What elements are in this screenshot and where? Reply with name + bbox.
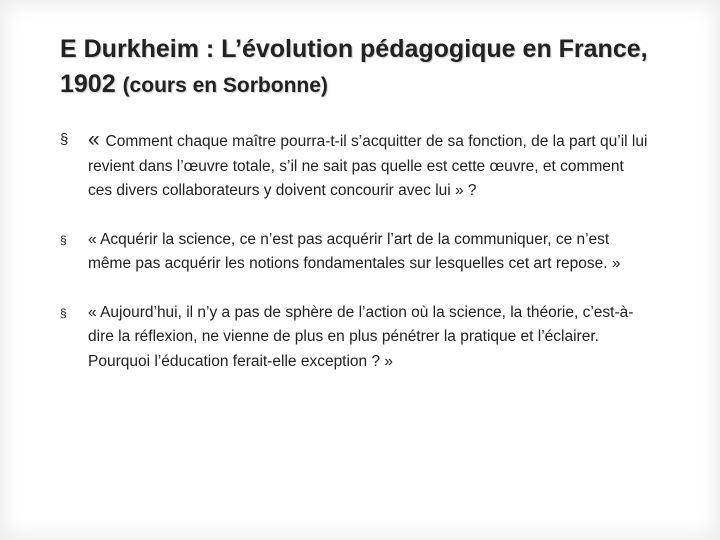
bullet-list bbox=[60, 128, 650, 374]
bullet-1-text: Comment chaque maître pourra-t-il s’acquitter de sa fonction, de la part qu’il lui revient dans l’œuvre totale, s’il ne sait pas quelle est cette œuvre, et comment ces divers collaborateurs y doivent concourir avec lui » ? bbox=[88, 133, 648, 199]
bullet-item-2 bbox=[60, 228, 650, 277]
bullet-2-text: « Acquérir la science, ce n’est pas acquérir l’art de la communiquer, ce n’est même pas acquérir les notions fondamentales sur lesquelles cet art repose. » bbox=[88, 230, 621, 272]
title-main: E Durkheim : L’évolution pédagogique en France, 1902 bbox=[60, 35, 648, 98]
title-parenthetical: (cours en Sorbonne) bbox=[122, 74, 328, 97]
bullet-3-text: « Aujourd’hui, il n’y a pas de sphère de l’action où la science, la théorie, c’est-à-dire la réflexion, ne vienne de plus en plus pénétrer la pratique et l’éclairer. Pourquoi l’éducation ferait-elle exception ? » bbox=[88, 303, 634, 370]
square-bullet-icon: § bbox=[60, 232, 67, 247]
square-bullet-icon: § bbox=[60, 131, 69, 148]
bullet-item-3 bbox=[60, 301, 650, 375]
square-bullet-icon: § bbox=[60, 305, 67, 320]
bullet-item-1 bbox=[60, 128, 650, 204]
bullet-1-open-quote: « bbox=[88, 128, 106, 151]
slide-title bbox=[60, 32, 680, 103]
